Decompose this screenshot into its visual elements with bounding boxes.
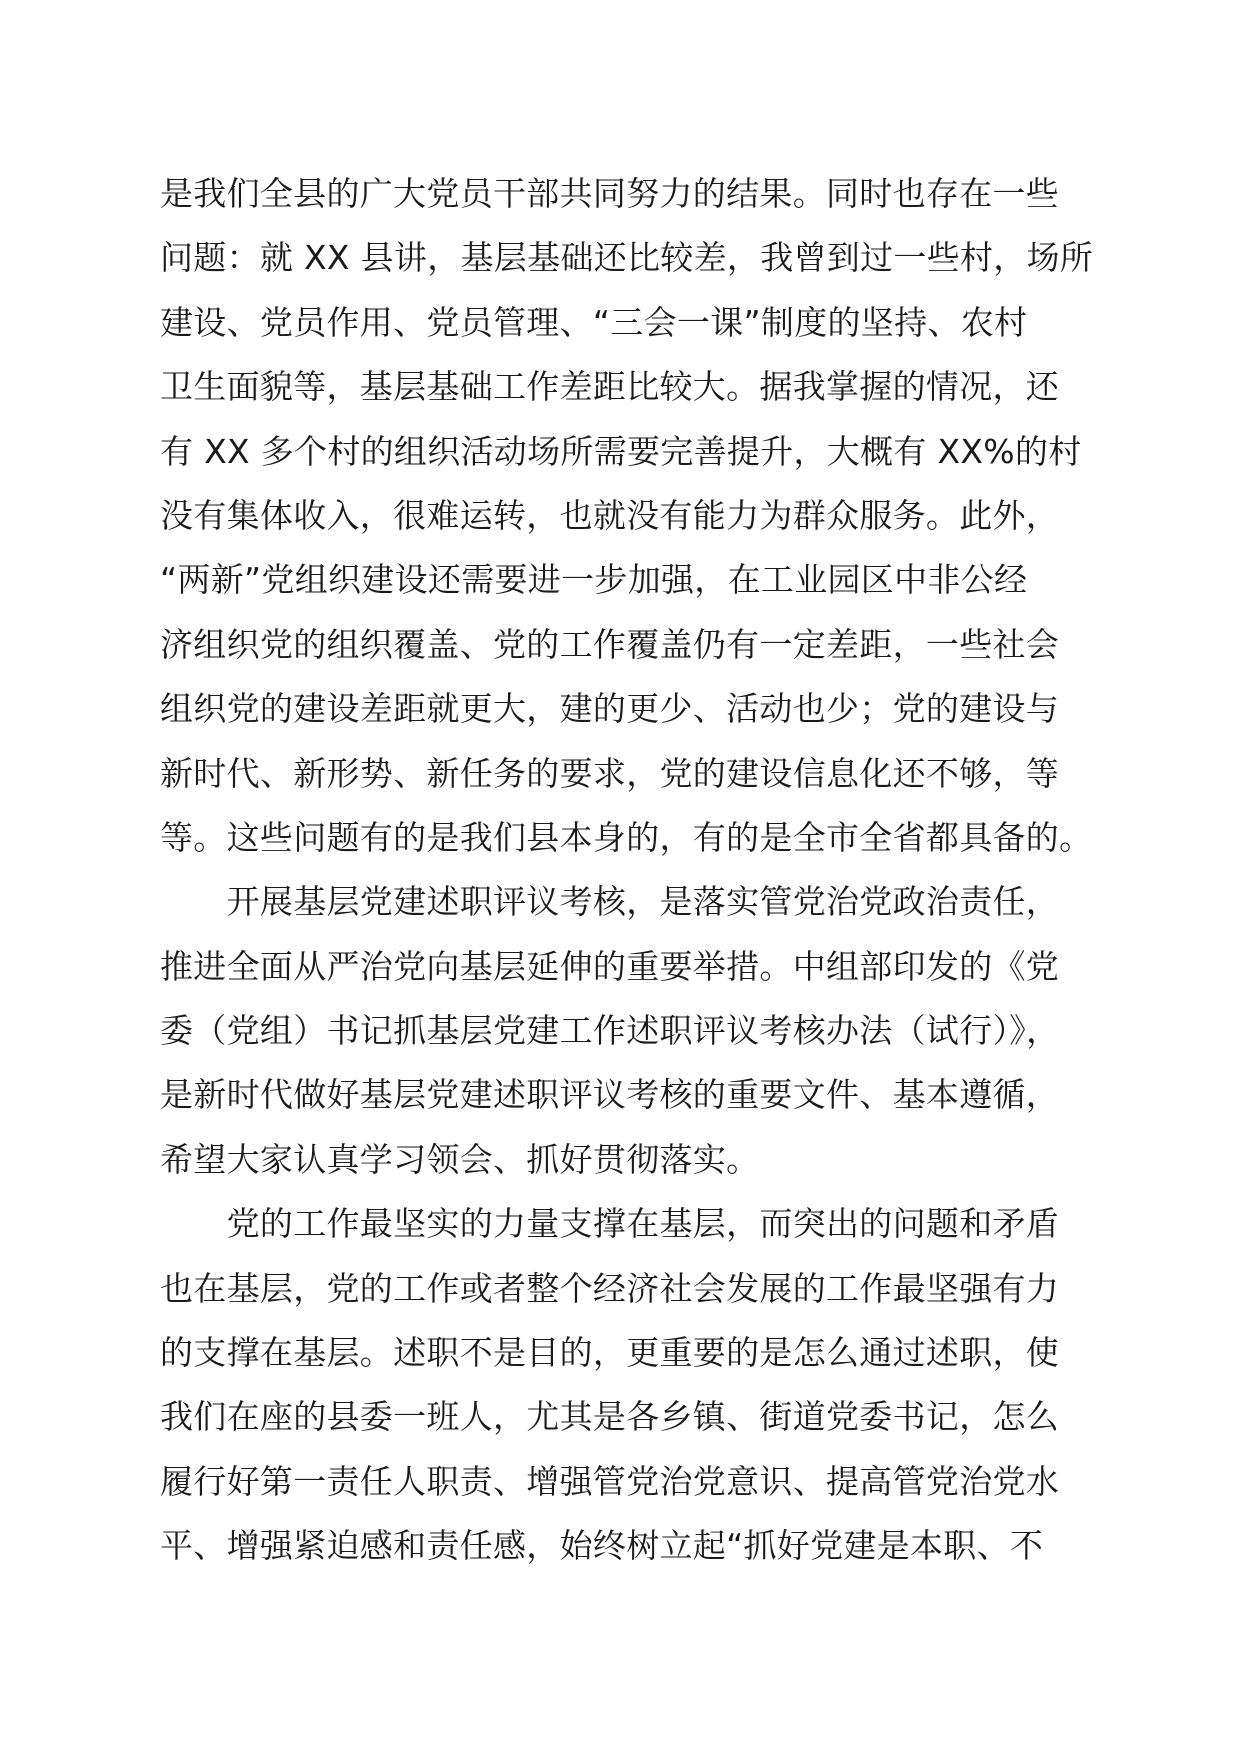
- text-line: 我们在座的县委一班人，尤其是各乡镇、街道党委书记，怎么: [160, 1397, 1060, 1437]
- text-line: 推进全面从严治党向基层延伸的重要举措。中组部印发的《党: [160, 946, 1060, 986]
- text-line: 新时代、新形势、新任务的要求，党的建设信息化还不够，等: [160, 753, 1060, 793]
- text-line: 也在基层，党的工作或者整个经济社会发展的工作最坚强有力: [160, 1268, 1060, 1308]
- text-line: 没有集体收入，很难运转，也就没有能力为群众服务。此外，: [160, 495, 1060, 535]
- text-line: 有 XX 多个村的组织活动场所需要完善提升，大概有 XX%的村: [160, 431, 1082, 471]
- text-line: 平、增强紧迫感和责任感，始终树立起“抓好党建是本职、不: [160, 1526, 1044, 1566]
- text-line: 党的工作最坚实的力量支撑在基层，而突出的问题和矛盾: [160, 1204, 1060, 1244]
- text-line: 建设、党员作用、党员管理、“三会一课”制度的坚持、农村: [160, 302, 1028, 342]
- text-line: 济组织党的组织覆盖、党的工作覆盖仍有一定差距，一些社会: [160, 624, 1060, 664]
- text-line: 是新时代做好基层党建述职评议考核的重要文件、基本遵循，: [160, 1075, 1060, 1115]
- text-line: 开展基层党建述职评议考核，是落实管党治党政治责任，: [160, 882, 1060, 922]
- text-line: 履行好第一责任人职责、增强管党治党意识、提高管党治党水: [160, 1461, 1060, 1501]
- text-line: 的支撑在基层。述职不是目的，更重要的是怎么通过述职，使: [160, 1333, 1060, 1373]
- body-text: [160, 162, 1100, 1579]
- text-line: 委（党组）书记抓基层党建工作述职评议考核办法（试行）》，: [160, 1011, 1060, 1051]
- text-line: 卫生面貌等，基层基础工作差距比较大。据我掌握的情况，还: [160, 367, 1060, 407]
- text-line: 等。这些问题有的是我们县本身的，有的是全市全省都具备的。: [160, 817, 1093, 857]
- text-line: 组织党的建设差距就更大，建的更少、活动也少；党的建设与: [160, 689, 1060, 729]
- text-line: 问题：就 XX 县讲，基层基础还比较差，我曾到过一些村，场所: [160, 238, 1094, 278]
- text-line: “两新”党组织建设还需要进一步加强，在工业园区中非公经: [160, 560, 1028, 600]
- text-line: 希望大家认真学习领会、抓好贯彻落实。: [160, 1139, 760, 1179]
- text-line: 是我们全县的广大党员干部共同努力的结果。同时也存在一些: [160, 174, 1060, 213]
